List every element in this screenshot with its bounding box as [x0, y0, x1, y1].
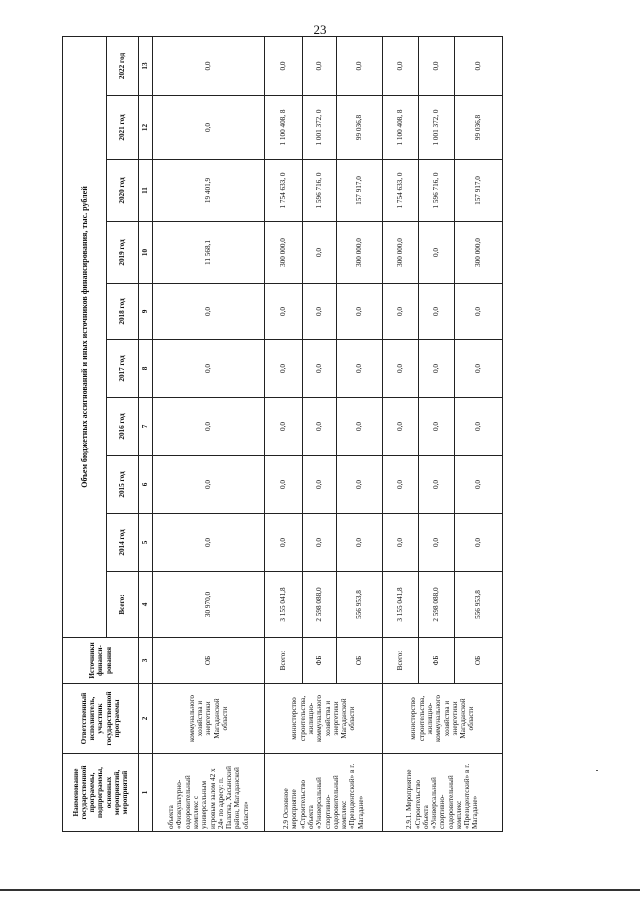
scan-bottom-edge: [0, 889, 640, 891]
cell-source: Всего:: [383, 638, 419, 684]
cell-value: 0,0: [153, 456, 265, 514]
header-sources: Источники финанси-рования: [63, 638, 139, 684]
cell-value: 0,0: [419, 456, 455, 514]
col-number: 3: [139, 638, 153, 684]
cell-value: 0,0: [455, 284, 503, 340]
cell-value: 157 917,0: [337, 160, 383, 222]
cell-value: 300 000,0: [265, 222, 303, 284]
header-year: 2021 год: [107, 96, 139, 160]
cell-value: 0,0: [455, 340, 503, 398]
cell-value: 0,0: [303, 340, 337, 398]
row-name: 2.9 Основное мероприятие «Строительство объекта «Универсальный спортивно-оздоровительный комплекс «Президентский» в г. Магадане»: [265, 754, 383, 832]
cell-value: 0,0: [337, 340, 383, 398]
rotated-table-wrapper: [62, 37, 502, 832]
cell-value: 0,0: [419, 36, 455, 95]
table-head: [63, 36, 153, 831]
cell-total: 30 970,0: [153, 572, 265, 638]
cell-value: 0,0: [303, 284, 337, 340]
cell-value: 0,0: [153, 284, 265, 340]
col-number: 8: [139, 340, 153, 398]
cell-source: ОБ: [337, 638, 383, 684]
cell-value: 0,0: [265, 514, 303, 572]
cell-value: 0,0: [455, 36, 503, 95]
table-row: [153, 36, 265, 831]
cell-value: 1 001 372, 0: [419, 96, 455, 160]
cell-value: 11 568,1: [153, 222, 265, 284]
cell-value: 0,0: [419, 222, 455, 284]
cell-value: 0,0: [337, 514, 383, 572]
table-body: [153, 36, 503, 831]
cell-value: 1 754 633, 0: [383, 160, 419, 222]
header-year: 2017 год: [107, 340, 139, 398]
col-number: 7: [139, 398, 153, 456]
cell-source: ФБ: [303, 638, 337, 684]
cell-value: 0,0: [153, 398, 265, 456]
cell-value: 0,0: [265, 398, 303, 456]
cell-value: 1 100 408, 8: [383, 96, 419, 160]
header-responsible: Ответственный исполнитель, участник государственной программы: [63, 684, 139, 754]
col-number: 4: [139, 572, 153, 638]
cell-value: 0,0: [419, 340, 455, 398]
cell-value: 99 036,8: [337, 96, 383, 160]
cell-value: 0,0: [303, 456, 337, 514]
cell-value: 0,0: [265, 36, 303, 95]
cell-value: 0,0: [153, 340, 265, 398]
cell-value: 1 100 408, 8: [265, 96, 303, 160]
cell-value: 0,0: [455, 514, 503, 572]
cell-value: 0,0: [303, 36, 337, 95]
cell-value: 0,0: [383, 514, 419, 572]
cell-value: 0,0: [383, 284, 419, 340]
page-number: 23: [313, 22, 327, 37]
cell-value: 157 917,0: [455, 160, 503, 222]
col-number: 5: [139, 514, 153, 572]
cell-value: 0,0: [265, 340, 303, 398]
cell-value: 0,0: [265, 284, 303, 340]
cell-value: 0,0: [153, 96, 265, 160]
cell-source: Всего:: [265, 638, 303, 684]
cell-value: 0,0: [303, 398, 337, 456]
cell-value: 0,0: [153, 514, 265, 572]
header-total: Всего:: [107, 572, 139, 638]
cell-total: 2 598 088,0: [303, 572, 337, 638]
col-number: 13: [139, 36, 153, 95]
col-number: 2: [139, 684, 153, 754]
cell-value: 0,0: [419, 398, 455, 456]
cell-value: 300 000,0: [337, 222, 383, 284]
col-number: 10: [139, 222, 153, 284]
cell-value: 1 596 716, 0: [419, 160, 455, 222]
col-number: 12: [139, 96, 153, 160]
header-year: 2022 год: [107, 36, 139, 95]
cell-value: 0,0: [383, 36, 419, 95]
cell-total: 3 155 041,8: [383, 572, 419, 638]
cell-value: 1 754 633, 0: [265, 160, 303, 222]
table-row: [383, 36, 419, 831]
cell-value: 0,0: [153, 36, 265, 95]
cell-value: 0,0: [337, 398, 383, 456]
cell-total: 556 953,8: [455, 572, 503, 638]
row-name: 2.9.1. Мероприятие «Строительство объекта «Универсальный спортивно-оздоровительный комплекс «Президентский» в г. Магадане»: [383, 754, 503, 832]
scan-speck: [596, 770, 598, 771]
cell-source: ОБ: [153, 638, 265, 684]
cell-source: ФБ: [419, 638, 455, 684]
cell-value: 0,0: [303, 514, 337, 572]
header-name: Наименование государственной программы, подпрограммы, основных мероприятий, мероприятий: [63, 754, 139, 832]
cell-source: ОБ: [455, 638, 503, 684]
row-responsible: министерство строительства, жилищно-коммунального хозяйства и энергетики Магаданской области: [383, 684, 503, 754]
column-number-row: [139, 36, 153, 831]
cell-value: 0,0: [383, 398, 419, 456]
cell-value: 300 000,0: [383, 222, 419, 284]
cell-total: 3 155 041,8: [265, 572, 303, 638]
cell-total: 2 598 088,0: [419, 572, 455, 638]
header-year: 2016 год: [107, 398, 139, 456]
cell-value: 0,0: [455, 398, 503, 456]
col-number: 9: [139, 284, 153, 340]
cell-value: 0,0: [383, 340, 419, 398]
cell-value: 1 596 716, 0: [303, 160, 337, 222]
financing-table: [62, 36, 503, 832]
row-responsible: коммунального хозяйства и энергетики Магаданской области: [153, 684, 265, 754]
cell-value: 1 001 372, 0: [303, 96, 337, 160]
cell-value: 0,0: [337, 36, 383, 95]
col-number: 1: [139, 754, 153, 832]
header-year: 2019 год: [107, 222, 139, 284]
cell-value: 0,0: [337, 284, 383, 340]
cell-value: 0,0: [419, 514, 455, 572]
header-year: 2020 год: [107, 160, 139, 222]
col-number: 11: [139, 160, 153, 222]
cell-value: 0,0: [455, 456, 503, 514]
row-name: объекта «Физкультурно-оздоровительный комплекс с универсальным игровым залом 42 х 24» по адресу: п. Палатка, Хасынский район, Магаданской области»: [153, 754, 265, 832]
cell-value: 300 000,0: [455, 222, 503, 284]
cell-value: 0,0: [419, 284, 455, 340]
cell-value: 0,0: [303, 222, 337, 284]
header-year: 2018 год: [107, 284, 139, 340]
row-responsible: министерство строительства, жилищно-коммунального хозяйства и энергетики Магаданской области: [265, 684, 383, 754]
cell-value: 19 401,9: [153, 160, 265, 222]
table-row: [265, 36, 303, 831]
cell-value: 0,0: [383, 456, 419, 514]
col-number: 6: [139, 456, 153, 514]
header-volume-group: Объем бюджетных ассигнований и иных источников финансирования, тыс. рублей: [63, 36, 107, 637]
cell-value: 0,0: [337, 456, 383, 514]
cell-value: 99 036,8: [455, 96, 503, 160]
header-year: 2015 год: [107, 456, 139, 514]
header-year: 2014 год: [107, 514, 139, 572]
cell-value: 0,0: [265, 456, 303, 514]
cell-total: 556 953,8: [337, 572, 383, 638]
